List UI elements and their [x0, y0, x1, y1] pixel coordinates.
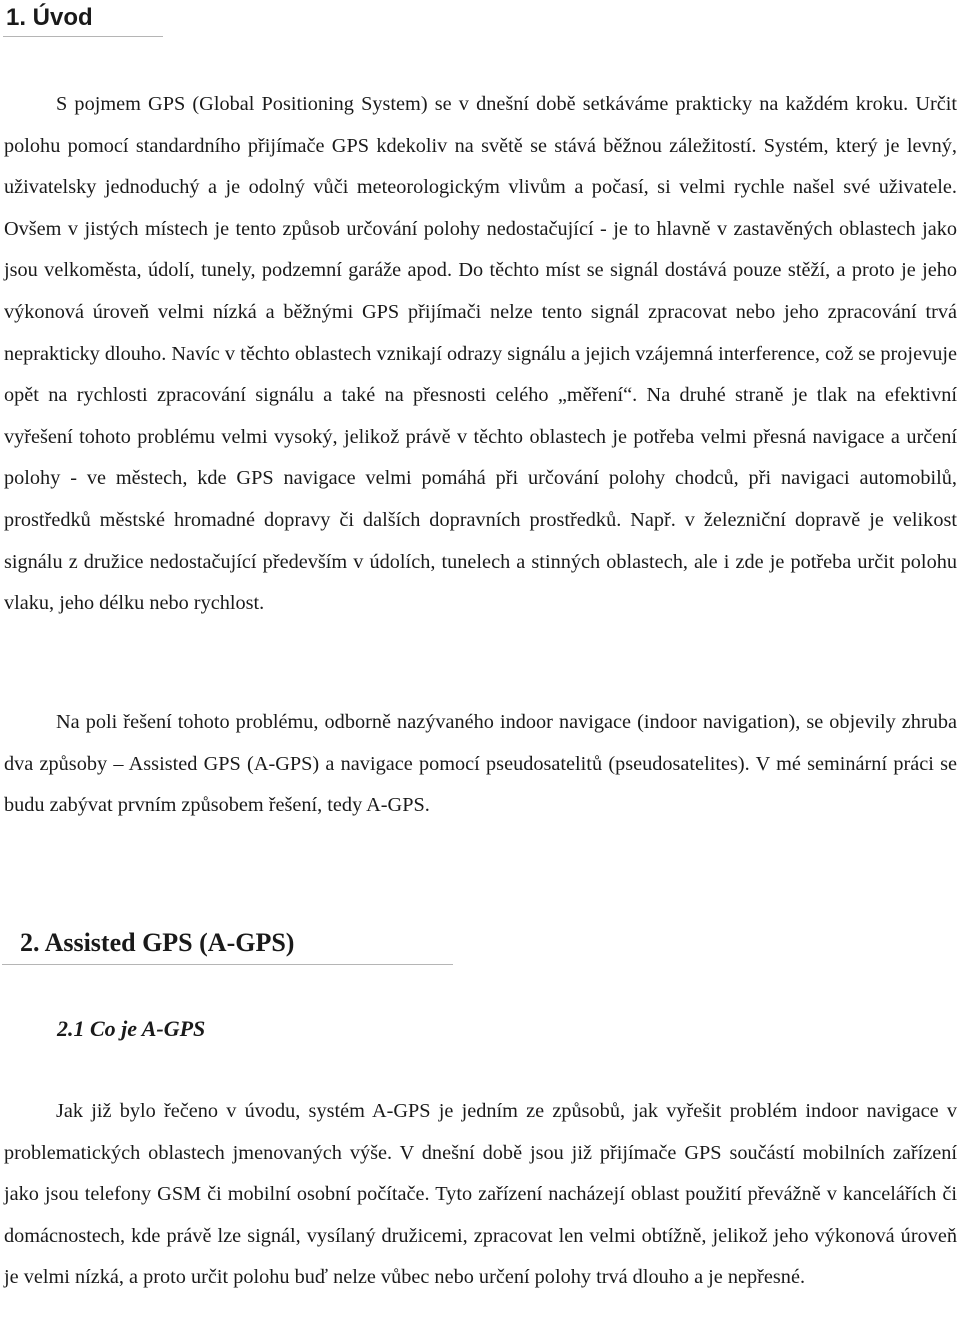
section-2-heading: 2. Assisted GPS (A-GPS) [20, 928, 295, 957]
section-2-1-heading: 2.1 Co je A-GPS [57, 1016, 206, 1041]
agps-paragraph-1: Jak již bylo řečeno v úvodu, systém A-GPS je jedním ze způsobů, jak vyřešit problém indoor navigace v problematických oblastech jmenovaných výše. V dnešní době jsou již přijímače GPS součástí mobilních zařízení jako jsou telefony GSM či mobilní osobní počítače. Tyto zařízení nacházejí oblast použití převážně v kancelářích či domácnostech, kde právě lze signál, vysílaný družicemi, zpracovat len velmi obtížně, jelikož jeho výkonová úroveň je velmi nízká, a proto určit polohu buď nelze vůbec nebo určení polohy trvá dlouho a je nepřesné. [4, 1100, 957, 1289]
intro-paragraph-2: Na poli řešení tohoto problému, odborně nazývaného indoor navigace (indoor navigation), se objevily zhruba dva způsoby – Assisted GPS (A-GPS) a navigace pomocí pseudosatelitů (pseudosatelites). V mé seminární práci se budu zabývat prvním způsobem řešení, tedy A-GPS. [4, 711, 957, 817]
section-1-heading: 1. Úvod [6, 4, 93, 31]
section-1-heading-rule [3, 36, 163, 37]
intro-paragraph-1: S pojmem GPS (Global Positioning System) se v dnešní době setkáváme prakticky na každém kroku. Určit polohu pomocí standardního přijímače GPS kdekoliv na světě se stává běžnou záležitostí. Systém, který je levný, uživatelsky jednoduchý a je odolný vůči meteorologickým vlivům a počasí, si velmi rychle našel své uživatele. Ovšem v jistých místech je tento způsob určování polohy nedostačující - je to hlavně v zastavěných oblastech jako jsou velkoměsta, údolí, tunely, podzemní garáže apod. Do těchto míst se signál dostává pouze stěží, a proto je jeho výkonová úroveň velmi nízká a běžnými GPS přijímači nelze tento signál zpracovat nebo jeho zpracování trvá neprakticky dlouho. Navíc v těchto oblastech vznikají odrazy signálu a jejich vzájemná interference, což se projevuje opět na rychlosti zpracování signálu a také na přesnosti celého „měření“. Na druhé straně je tlak na efektivní vyřešení tohoto problému velmi vysoký, jelikož právě v těchto oblastech je potřeba velmi přesná navigace a určení polohy - ve městech, kde GPS navigace velmi pomáhá při určování polohy chodců, při navigaci automobilů, prostředků městské hromadné dopravy či dalších dopravních prostředků. Např. v železniční dopravě je velikost signálu z družice nedostačující především v údolích, tunelech a stinných oblastech, ale i zde je potřeba určit polohu vlaku, jeho délku nebo rychlost. [4, 93, 957, 615]
section-2-heading-rule [2, 964, 453, 965]
